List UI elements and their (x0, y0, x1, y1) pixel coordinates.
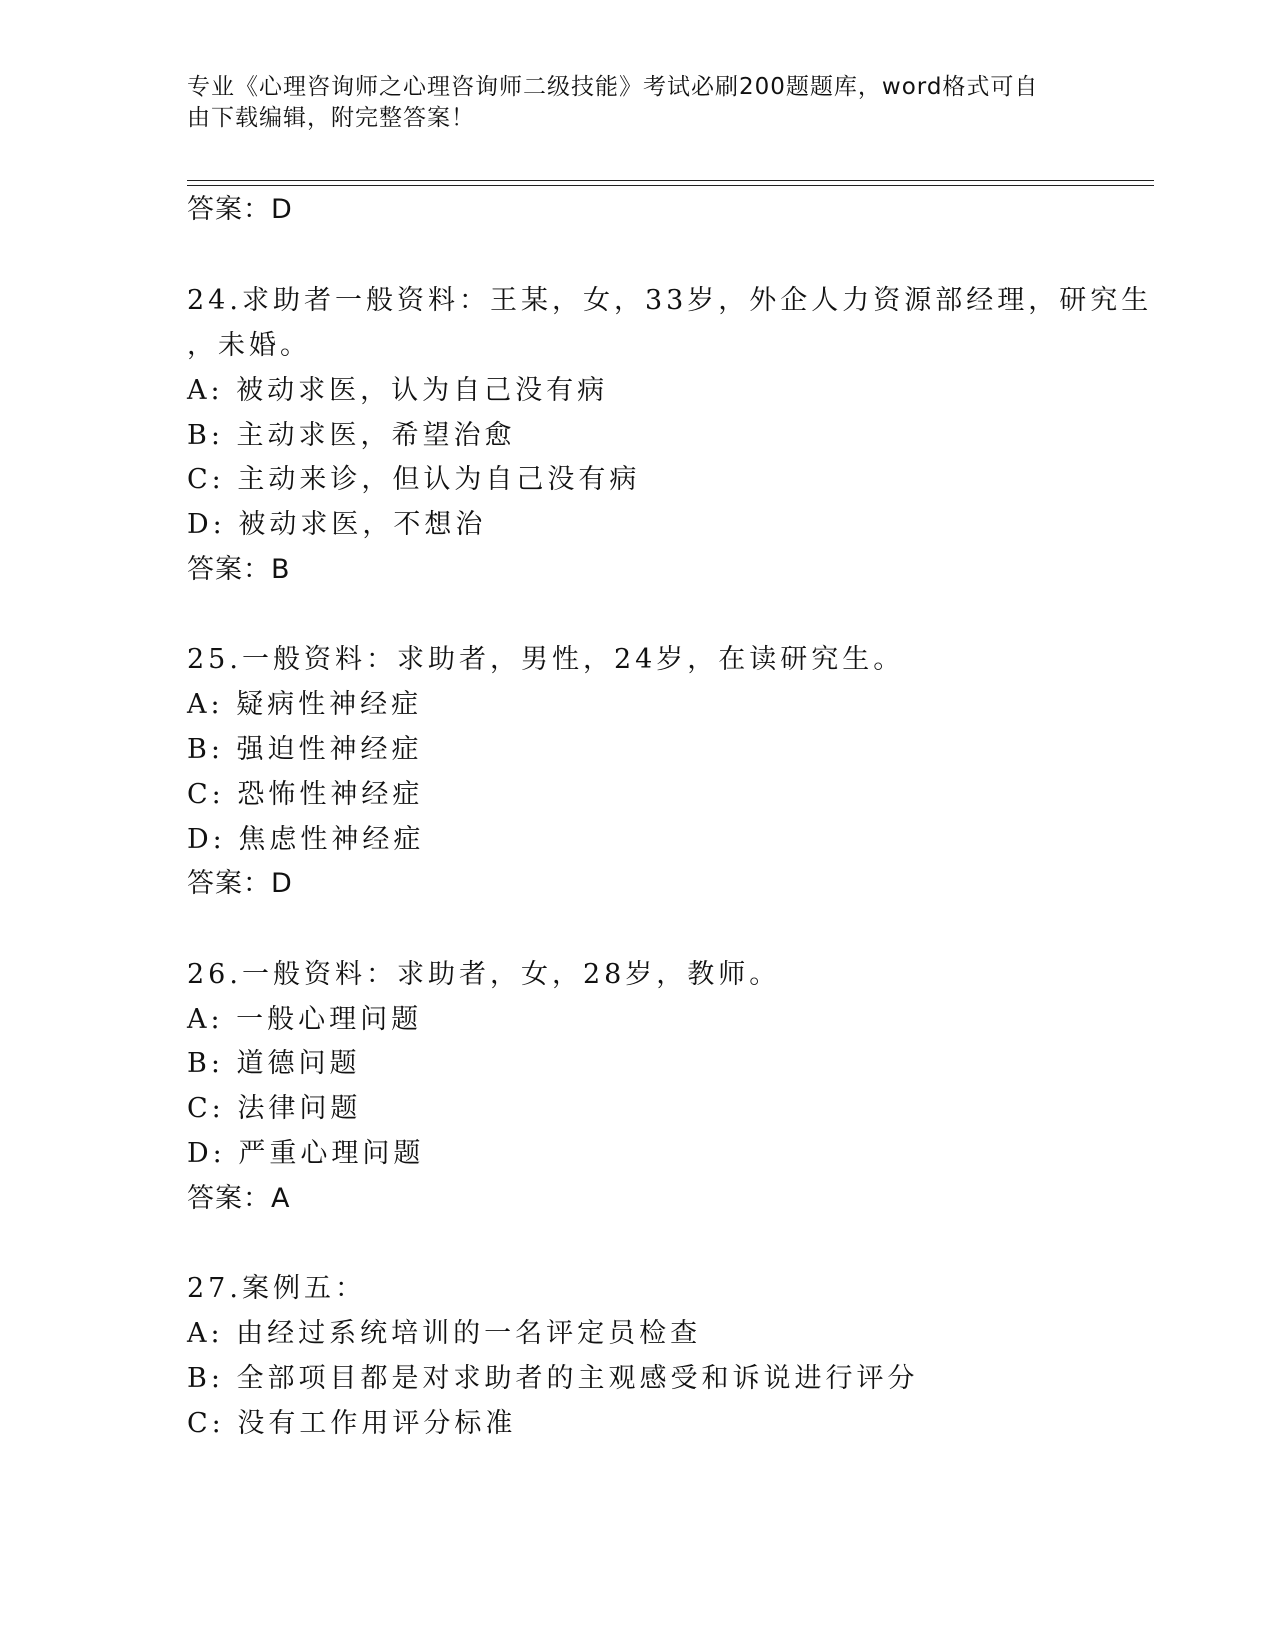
option-line: B: 强迫性神经症 (187, 734, 423, 765)
question-24-text-cont: ，未婚。 (187, 330, 311, 361)
answer-line: 答案：D (187, 868, 293, 899)
option-line: D: 焦虑性神经症 (187, 824, 425, 855)
option-line: A: 一般心理问题 (187, 1004, 423, 1035)
option-line: C: 法律问题 (187, 1093, 362, 1124)
option-line: B: 全部项目都是对求助者的主观感受和诉说进行评分 (187, 1363, 919, 1394)
option-line: D: 被动求医，不想治 (187, 509, 487, 540)
option-line: A: 疑病性神经症 (187, 689, 423, 720)
header-divider-top (187, 180, 1154, 181)
header-line-2: 由下载编辑，附完整答案！ (187, 105, 475, 131)
question-27-text: 27.案例五： (187, 1273, 366, 1304)
answer-line: 答案：D (187, 194, 293, 225)
option-line: B: 道德问题 (187, 1048, 361, 1079)
question-26-text: 26.一般资料：求助者，女，28岁，教师。 (187, 959, 781, 990)
header-divider-bottom (187, 185, 1154, 186)
option-line: D: 严重心理问题 (187, 1138, 425, 1169)
option-line: A: 被动求医，认为自己没有病 (187, 375, 609, 406)
header-line-1: 专业《心理咨询师之心理咨询师二级技能》考试必刷200题题库，word格式可自 (187, 74, 1039, 100)
option-line: B: 主动求医，希望治愈 (187, 420, 516, 451)
question-24-text: 24.求助者一般资料：王某，女，33岁，外企人力资源部经理，研究生 (187, 285, 1153, 316)
question-25-text: 25.一般资料：求助者，男性，24岁，在读研究生。 (187, 644, 905, 675)
option-line: C: 恐怖性神经症 (187, 779, 424, 810)
answer-line: 答案：A (187, 1183, 291, 1214)
answer-line: 答案：B (187, 554, 291, 585)
option-line: A: 由经过系统培训的一名评定员检查 (187, 1318, 702, 1349)
option-line: C: 没有工作用评分标准 (187, 1408, 517, 1439)
document-header-note (187, 72, 1087, 134)
option-line: C: 主动来诊，但认为自己没有病 (187, 464, 641, 495)
